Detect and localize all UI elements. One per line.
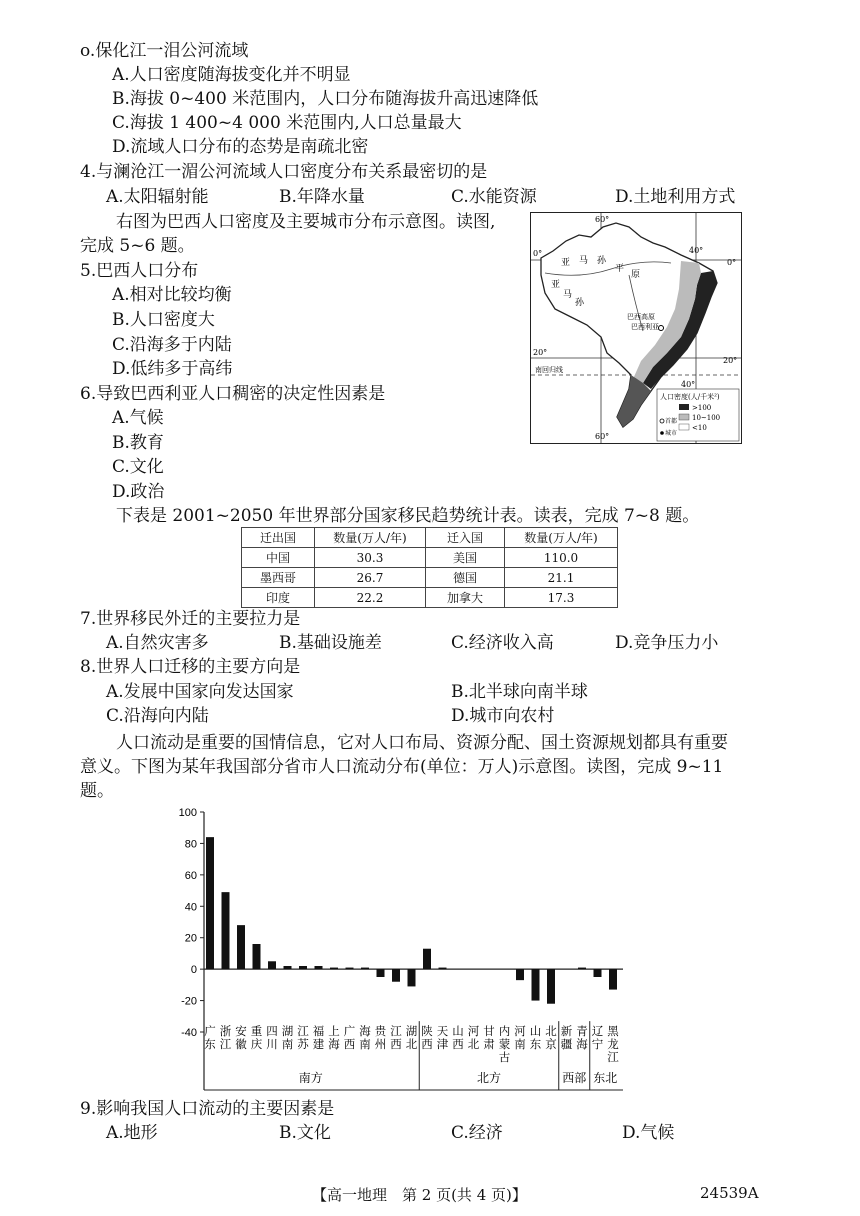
table-row	[242, 568, 618, 588]
q7-option-a: A.自然灾害多	[106, 633, 209, 653]
table-cell: 美国	[426, 548, 505, 568]
intro911-line1: 人口流动是重要的国情信息，它对人口布局、资源分配、国土资源规划都具有重要	[116, 733, 728, 753]
amazon-char-8: 孙	[575, 298, 585, 308]
q5-option-d: D.低纬多于高纬	[112, 359, 233, 379]
bar	[423, 949, 431, 969]
y-tick-label: 40	[184, 901, 197, 914]
q9-option-b: B.文化	[279, 1123, 331, 1143]
category-label: 黑龙江	[607, 1024, 619, 1065]
q9-option-d: D.气候	[622, 1123, 675, 1143]
category-label: 江西	[390, 1024, 402, 1052]
category-label: 重庆	[250, 1024, 263, 1052]
q6-option-c: C.文化	[112, 457, 164, 477]
bar	[377, 969, 385, 977]
y-tick-label: 60	[184, 869, 197, 882]
brazil-highland-label: 巴西高原	[627, 313, 655, 321]
category-label: 海南	[359, 1024, 371, 1052]
q7-stem: 7.世界移民外迁的主要拉力是	[80, 609, 301, 629]
category-label: 福建	[312, 1024, 325, 1052]
table-cell: 110.0	[505, 548, 618, 568]
q5-option-c: C.沿海多于内陆	[112, 335, 232, 355]
category-label: 安徽	[235, 1024, 247, 1052]
q3-option-b: B.海拔 0~400 米范围内，人口分布随海拔升高迅速降低	[112, 89, 539, 109]
table-cell: 墨西哥	[242, 568, 315, 588]
bar	[346, 968, 354, 970]
y-tick-label: 80	[184, 838, 197, 851]
category-label: 天津	[436, 1024, 449, 1052]
bar	[392, 969, 400, 982]
q9-option-c: C.经济	[451, 1123, 503, 1143]
q4-option-b: B.年降水量	[279, 187, 365, 207]
q6-option-d: D.政治	[112, 482, 165, 502]
category-label: 江苏	[297, 1024, 309, 1052]
q4-stem: 4.与澜沧江一湄公河流域人口密度分布关系最密切的是	[80, 162, 488, 182]
table-cell: 加拿大	[426, 588, 505, 608]
amazon-char-5: 原	[631, 270, 641, 280]
bar	[439, 968, 447, 970]
legend-title: 人口密度(人/千米²)	[660, 393, 720, 401]
lat0-left-label: 0°	[533, 249, 543, 258]
brasilia-label: 巴西利亚	[631, 323, 659, 331]
category-label: 广西	[343, 1024, 356, 1052]
q5-stem: 5.巴西人口分布	[80, 261, 199, 281]
amazon-char-3: 孙	[597, 256, 607, 266]
category-label: 湖北	[405, 1024, 418, 1052]
brasilia-capital-dot	[659, 326, 664, 331]
lat20-left-label: 20°	[533, 348, 548, 357]
category-label: 陕西	[421, 1024, 433, 1052]
migration-table	[241, 527, 618, 608]
bar	[237, 925, 245, 969]
intro911-line2: 意义。下图为某年我国部分省市人口流动分布(单位：万人)示意图。读图，完成 9~11	[80, 757, 724, 777]
bar	[330, 968, 338, 970]
q3-stem: o.保化江一泪公河流域	[80, 41, 249, 61]
lon60-label: 60°	[595, 215, 610, 224]
brazil-population-map	[530, 212, 742, 444]
q3-option-a: A.人口密度随海拔变化并不明显	[112, 65, 351, 85]
q5-option-b: B.人口密度大	[112, 310, 215, 330]
bar	[253, 944, 261, 969]
category-label: 辽宁	[591, 1024, 604, 1052]
category-label: 甘肃	[483, 1024, 495, 1052]
legend-city-label: 城市	[665, 430, 678, 437]
q9-option-a: A.地形	[106, 1123, 158, 1143]
amazon-char-1: 亚	[561, 258, 571, 268]
q7-option-d: D.竞争压力小	[615, 633, 719, 653]
bar	[408, 969, 416, 986]
group-label: 西部	[562, 1071, 587, 1085]
category-label: 新疆	[560, 1024, 573, 1052]
table-header-cell: 数量(万人/年)	[505, 528, 618, 548]
table-header-row	[242, 528, 618, 548]
bar	[547, 969, 555, 1004]
table-cell: 德国	[426, 568, 505, 588]
table-header-cell: 数量(万人/年)	[315, 528, 426, 548]
brazil-map-svg	[531, 213, 741, 443]
tropic-label: 南回归线	[535, 366, 563, 374]
legend-swatch-high	[679, 404, 689, 410]
category-label: 贵州	[374, 1024, 387, 1052]
y-tick-label: -20	[181, 995, 197, 1008]
bar	[516, 969, 524, 980]
legend-low-label: <10	[692, 424, 707, 432]
group-label: 南方	[298, 1071, 323, 1085]
intro78: 下表是 2001~2050 年世界部分国家移民趋势统计表。读表，完成 7~8 题。	[116, 506, 700, 526]
category-label: 广东	[204, 1024, 216, 1052]
bar	[315, 966, 323, 969]
bar	[206, 837, 214, 969]
bar	[361, 968, 369, 970]
q8-stem: 8.世界人口迁移的主要方向是	[80, 657, 301, 677]
lon40-top-label: 40°	[689, 246, 704, 255]
category-label: 河南	[514, 1024, 526, 1052]
q6-option-b: B.教育	[112, 433, 164, 453]
q8-option-d: D.城市向农村	[451, 706, 555, 726]
amazon-char-6: 亚	[551, 280, 561, 290]
q7-option-b: B.基础设施差	[279, 633, 382, 653]
bar	[284, 966, 292, 969]
bar	[578, 968, 586, 970]
q7-option-c: C.经济收入高	[451, 633, 554, 653]
bar	[609, 969, 617, 989]
bar	[299, 966, 307, 969]
y-tick-label: 0	[190, 964, 197, 977]
y-tick-label: 100	[178, 807, 197, 819]
q8-option-c: C.沿海向内陆	[106, 706, 209, 726]
population-flow-svg	[160, 800, 720, 1092]
category-label: 山西	[452, 1024, 464, 1052]
lon60-bottom-label: 60°	[595, 432, 610, 441]
lat0-right-label: 0°	[727, 258, 737, 267]
intro56-line1: 右图为巴西人口密度及主要城市分布示意图。读图,	[116, 212, 496, 232]
category-label: 山东	[529, 1024, 542, 1052]
q4-option-c: C.水能资源	[451, 187, 537, 207]
table-cell: 26.7	[315, 568, 426, 588]
table-row	[242, 588, 618, 608]
category-label: 四川	[266, 1024, 278, 1052]
legend-swatch-low	[679, 424, 689, 430]
bar	[532, 969, 540, 1000]
group-label: 东北	[593, 1071, 618, 1085]
y-tick-label: 20	[184, 932, 197, 945]
y-tick-label: -40	[181, 1027, 197, 1039]
q3-option-c: C.海拔 1 400~4 000 米范围内,人口总量最大	[112, 113, 462, 133]
page-footer: 【高一地理 第 2 页(共 4 页)】	[312, 1186, 527, 1204]
table-header-cell: 迁出国	[242, 528, 315, 548]
category-label: 内蒙古	[498, 1024, 511, 1065]
legend-swatch-medium	[679, 414, 689, 420]
bar	[268, 961, 276, 969]
table-header-cell: 迁入国	[426, 528, 505, 548]
legend-high-label: >100	[692, 404, 712, 412]
q8-option-b: B.北半球向南半球	[451, 682, 588, 702]
category-label: 河北	[467, 1024, 480, 1052]
amazon-char-4: 平	[615, 264, 625, 274]
q6-stem: 6.导致巴西利亚人口稠密的决定性因素是	[80, 384, 386, 404]
intro56-line2: 完成 5~6 题。	[80, 236, 195, 256]
category-label: 湖南	[281, 1024, 294, 1052]
table-cell: 印度	[242, 588, 315, 608]
q4-option-a: A.太阳辐射能	[106, 187, 209, 207]
q3-option-d: D.流域人口分布的态势是南疏北密	[112, 137, 369, 157]
q4-option-d: D.土地利用方式	[615, 187, 736, 207]
lat20-right-label: 20°	[723, 356, 738, 365]
q9-stem: 9.影响我国人口流动的主要因素是	[80, 1099, 335, 1119]
legend-city-icon	[660, 431, 664, 435]
table-cell: 22.2	[315, 588, 426, 608]
legend-capital-icon	[660, 419, 664, 423]
category-label: 浙江	[219, 1024, 232, 1052]
category-label: 青海	[576, 1024, 588, 1052]
lon40-bottom-label: 40°	[681, 380, 696, 389]
table-cell: 30.3	[315, 548, 426, 568]
table-row	[242, 548, 618, 568]
table-cell: 17.3	[505, 588, 618, 608]
bar	[222, 892, 230, 969]
category-label: 上海	[328, 1024, 340, 1052]
category-label: 北京	[545, 1024, 557, 1052]
amazon-char-7: 马	[563, 290, 573, 300]
q5-option-a: A.相对比较均衡	[112, 285, 232, 305]
group-label: 北方	[476, 1071, 502, 1085]
table-cell: 中国	[242, 548, 315, 568]
exam-code: 24539A	[700, 1184, 759, 1202]
table-cell: 21.1	[505, 568, 618, 588]
population-flow-chart	[160, 800, 720, 1092]
legend-medium-label: 10~100	[692, 414, 721, 422]
legend-capital-label: 首都	[665, 418, 678, 425]
bar	[594, 969, 602, 977]
q6-option-a: A.气候	[112, 408, 164, 428]
q8-option-a: A.发展中国家向发达国家	[106, 682, 294, 702]
intro911-line3: 题。	[80, 781, 114, 801]
amazon-char-2: 马	[579, 256, 589, 266]
